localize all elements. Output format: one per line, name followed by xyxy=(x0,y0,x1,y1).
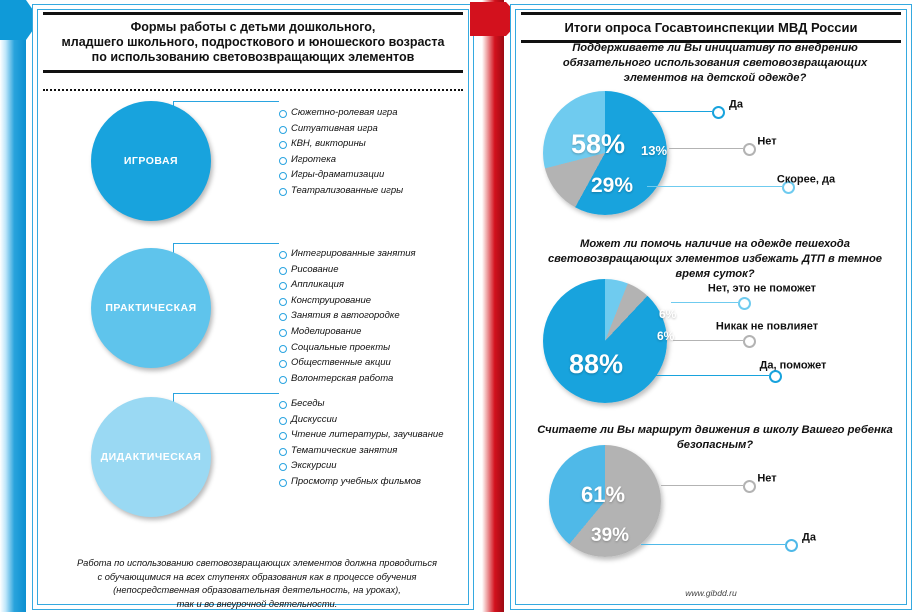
pie-slice-label: 58% xyxy=(571,129,626,159)
legend-marker-dot xyxy=(785,539,798,552)
legend-leader-line xyxy=(669,148,743,149)
left-arrow-marker xyxy=(0,0,26,40)
left-blue-stripe xyxy=(0,0,26,612)
list-item: Сюжетно-ролевая игра xyxy=(279,105,403,121)
legend-leader-line xyxy=(647,375,769,376)
group-circle-prakticheskaya: ПРАКТИЧЕСКАЯ xyxy=(91,248,211,368)
legend-marker-dot xyxy=(712,106,725,119)
legend-leader-line xyxy=(661,485,743,486)
list-item: Рисование xyxy=(279,262,416,278)
connector-line-group-2 xyxy=(173,243,279,254)
list-item: Чтение литературы, заучивание xyxy=(279,427,444,443)
list-item: Социальные проекты xyxy=(279,340,416,356)
legend-label: Да xyxy=(802,531,816,544)
pie-slice-label: 6% xyxy=(659,307,677,321)
left-header xyxy=(43,12,463,73)
legend-marker-dot xyxy=(743,143,756,156)
legend-leader-line xyxy=(647,186,782,187)
right-panel-title: Итоги опроса Госавтоинспекции МВД России xyxy=(564,20,858,35)
right-panel xyxy=(510,4,912,610)
connector-line-group-3 xyxy=(173,393,279,404)
list-item: Волонтерская работа xyxy=(279,371,416,387)
legend-leader-line xyxy=(673,340,743,341)
header-rule-top xyxy=(43,12,463,15)
legend-leader-line xyxy=(671,302,738,303)
list-item: Интегрированные занятия xyxy=(279,246,416,262)
survey-question-1: Поддерживаете ли Вы инициативу по внедрению обязательного использования световозвращающих элементов на детской одежде? xyxy=(562,42,868,84)
legend-leader-line xyxy=(641,544,785,545)
legend-label: Да, поможет xyxy=(759,359,827,372)
header-rule-bottom xyxy=(43,70,463,73)
survey-question-3: Считаете ли Вы маршрут движения в школу Вашего ребенка безопасным? xyxy=(537,424,893,451)
pie-slice-label: 6% xyxy=(657,329,675,343)
legend-marker-dot xyxy=(743,335,756,348)
red-arrow-marker xyxy=(470,2,506,36)
right-header xyxy=(521,12,901,43)
header-dotted-divider xyxy=(43,89,463,91)
legend-label: Нет xyxy=(757,135,777,148)
pie-slice-label: 29% xyxy=(591,174,634,197)
list-item: Моделирование xyxy=(279,324,416,340)
list-item: Ситуативная игра xyxy=(279,121,403,137)
connector-line-group-1 xyxy=(173,101,279,112)
list-item: Аппликация xyxy=(279,277,416,293)
right-header-rule-top xyxy=(521,12,901,15)
legend-label: Никак не повлияет xyxy=(715,320,819,333)
legend-leader-line xyxy=(647,111,712,112)
list-item: Экскурсии xyxy=(279,458,444,474)
legend-label: Нет xyxy=(757,472,777,485)
pie-chart-2 xyxy=(543,279,667,403)
legend-label: Нет, это не поможет xyxy=(707,282,817,295)
list-item: Игры-драматизации xyxy=(279,167,403,183)
pie-slice-label: 88% xyxy=(569,349,624,379)
pie-slice-label: 61% xyxy=(581,482,626,507)
pie-slice-label: 13% xyxy=(641,143,668,158)
list-item: Занятия в автогородке xyxy=(279,308,416,324)
list-item: Театрализованные игры xyxy=(279,183,403,199)
legend-marker-dot xyxy=(738,297,751,310)
group-items-igrovaya xyxy=(279,105,403,199)
website-url: www.gibdd.ru xyxy=(685,588,737,598)
list-item: Тематические занятия xyxy=(279,443,444,459)
list-item: Конструирование xyxy=(279,293,416,309)
group-circle-igrovaya: ИГРОВАЯ xyxy=(91,101,211,221)
list-item: Дискуссии xyxy=(279,412,444,428)
list-item: Общественные акции xyxy=(279,355,416,371)
group-items-prakticheskaya xyxy=(279,246,416,386)
legend-marker-dot xyxy=(743,480,756,493)
middle-red-stripe xyxy=(482,0,504,612)
pie-slice-label: 39% xyxy=(591,525,630,546)
legend-label: Скорее, да xyxy=(776,173,836,186)
group-circle-didakticheskaya: ДИДАКТИЧЕСКАЯ xyxy=(91,397,211,517)
left-footnote: Работа по использованию световозвращающих элементов должна проводиться с обучающимися на всех ступенях образования как в процессе обучения (непосредственная образовательная деятельность, на уроках), так и во внеурочной деятельности. xyxy=(76,558,438,609)
list-item: Просмотр учебных фильмов xyxy=(279,474,444,490)
survey-question-2: Может ли помочь наличие на одежде пешехода световозвращающих элементов избежать ДТП в темное время суток? xyxy=(547,238,883,280)
group-items-didakticheskaya xyxy=(279,396,444,490)
list-item: Беседы xyxy=(279,396,444,412)
left-panel xyxy=(32,4,474,610)
legend-label: Да xyxy=(729,98,743,111)
list-item: КВН, викторины xyxy=(279,136,403,152)
list-item: Игротека xyxy=(279,152,403,168)
left-panel-title: Формы работы с детьми дошкольного, младшего школьного, подросткового и юношеского возраста по использованию световозвращающих элементов xyxy=(61,20,445,64)
